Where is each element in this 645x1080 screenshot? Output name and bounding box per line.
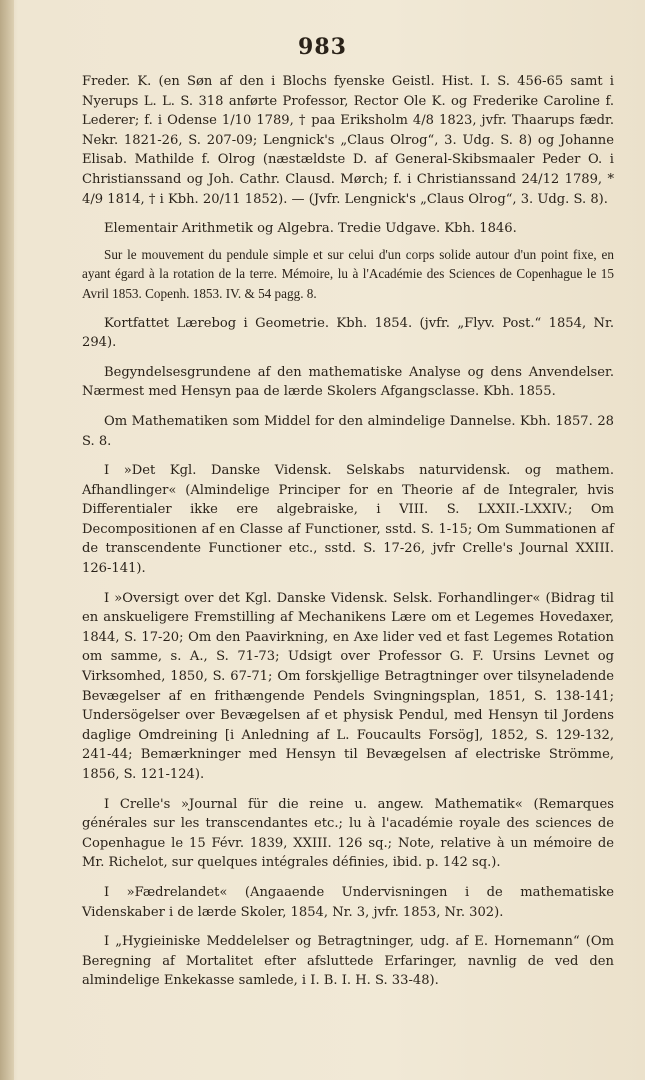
bibliography-entry: Kortfattet Lærebog i Geometrie. Kbh. 1854. (jvfr. „Flyv. Post.“ 1854, Nr. 294). [82,315,614,351]
bibliography-entry: I »Fædrelandet« (Angaaende Undervisningen i de mathematiske Videnskaber i de lærde Skoler, 1854, Nr. 3, jvfr. 1853, Nr. 302). [82,884,614,920]
bibliography-entry: Om Mathematiken som Middel for den almindelige Dannelse. Kbh. 1857. 28 S. 8. [82,413,614,449]
bibliography-text [82,72,614,1001]
page-gutter-shadow [0,0,14,1080]
bibliography-entry: Begyndelsesgrundene af den mathematiske Analyse og dens Anvendelser. Nærmest med Hensyn paa de lærde Skolers Afgangsclasse. Kbh. 1855. [82,364,614,400]
page-number: 983 [298,34,347,60]
bibliography-entry: I »Oversigt over det Kgl. Danske Vidensk. Selsk. Forhandlinger« (Bidrag til en anskueligere Fremstilling af Mechanikens Lære om et Legemes Hovedaxer, 1844, S. 17-20; Om den Paavirkning, en Axe lider ved et fast Legemes Rotation om samme, s. A., S. 71-73; Udsigt over Professor G. F. Ursins Levnet og Virksomhed, 1850, S. 67-71; Om forskjellige Betragtninger over tilsyneladende Bevægelser af en frithængende Pendels Svingningsplan, 1851, S. 138-141; Undersögelser over Bevægelsen af et physisk Pendul, med Hensyn til Jordens daglige Omdreining [i Anledning af L. Foucaults Forsög], 1852, S. 129-132, 241-44; Bemærkninger med Hensyn til Bevægelsen af electriske Strömme, 1856, S. 121-124). [82,590,614,782]
bibliography-entry: I „Hygieiniske Meddelelser og Betragtninger, udg. af E. Hornemann“ (Om Beregning af Mortalitet efter afsluttede Erfaringer, navnlig de ved den almindelige Enkekasse samlede, i I. B. I. H. S. 33-48). [82,934,614,989]
bibliography-entry: Elementair Arithmetik og Algebra. Tredie Udgave. Kbh. 1846. [104,221,517,237]
author-biography-paragraph: Freder. K. (en Søn af den i Blochs fyenske Geistl. Hist. I. S. 456-65 samt i Nyerups L. L. S. 318 anførte Professor, Rector Ole K. og Frederike Caroline f. Lederer; f. i Odense 1/10 1789, † paa Eriksholm 4/8 1823, jvfr. Thaarups fædr. Nekr. 1821-26, S. 207-09; Lengnick's „Claus Olrog“, 3. Udg. S. 8) og Johanne Elisab. Mathilde f. Olrog (næstældste D. af General-Skibsmaaler Peder O. i Christianssand og Joh. Cathr. Clausd. Mørch; f. i Christianssand 24/12 1789, * 4/9 1814, † i Kbh. 20/11 1852). — (Jvfr. Lengnick's „Claus Olrog“, 3. Udg. S. 8). [82,74,614,207]
bibliography-entry: Sur le mouvement du pendule simple et sur celui d'un corps solide autour d'un point fixe, en ayant égard à la rotation de la terre. Mémoire, lu à l'Académie des Sciences de Copenhague le 15 Avril 1853. Copenh. 1853. IV. & 54 pagg. 8. [82,246,614,301]
bibliography-entry: I »Det Kgl. Danske Vidensk. Selskabs naturvidensk. og mathem. Afhandlinger« (Almindelige Principer for en Theorie af de Integraler, hvis Differentialer ikke ere algebraiske, i VIII. S. LXXII.-LXXIV.; Om Decompositionen af en Classe af Functioner, sstd. S. 1-15; Om Summationen af de transcendente Functioner etc., sstd. S. 17-26, jvfr Crelle's Journal XXIII. 126-141). [82,463,614,577]
bibliography-entry: I Crelle's »Journal für die reine u. angew. Mathematik« (Remarques générales sur les transcendantes etc.; lu à l'académie royale des sciences de Copenhague le 15 Févr. 1839, XXIII. 126 sq.; Note, relative à un mémoire de Mr. Richelot, sur quelques intégrales définies, ibid. p. 142 sq.). [82,796,614,871]
